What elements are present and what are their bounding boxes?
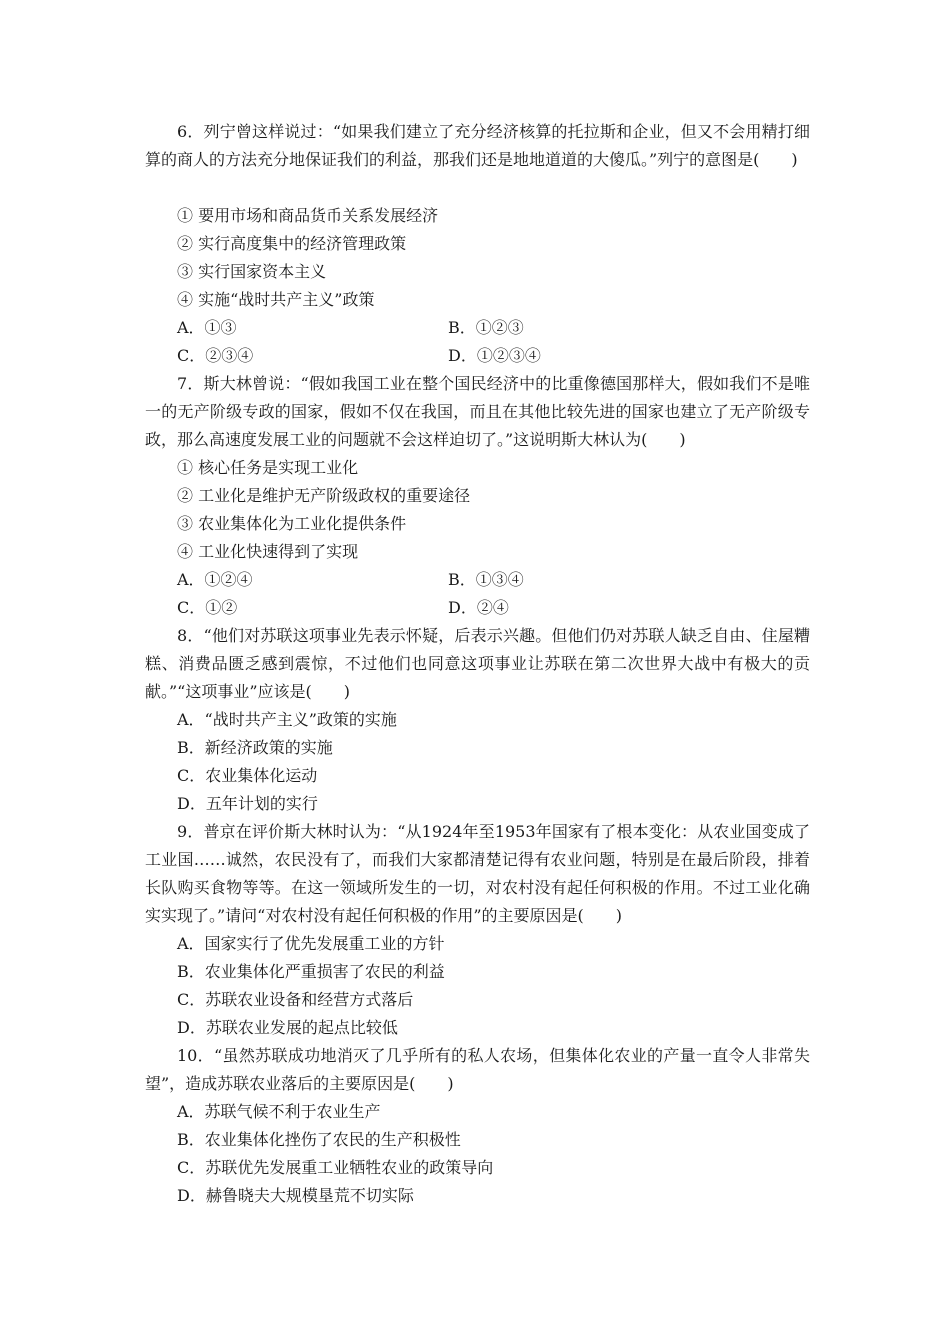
question-7-option-c: C．①② bbox=[177, 598, 238, 617]
question-7-option-b: B．①③④ bbox=[448, 570, 524, 589]
question-9-option-c: C．苏联农业设备和经营方式落后 bbox=[177, 990, 414, 1009]
question-6-option-b: B．①②③ bbox=[448, 318, 524, 337]
question-9-option-a: A．国家实行了优先发展重工业的方针 bbox=[177, 934, 445, 953]
question-6-item-1: ① 要用市场和商品货币关系发展经济 bbox=[177, 206, 439, 225]
question-6-item-4: ④ 实施“战时共产主义”政策 bbox=[177, 290, 375, 309]
question-10-option-d: D．赫鲁晓夫大规模垦荒不切实际 bbox=[177, 1186, 414, 1205]
question-7-item-4: ④ 工业化快速得到了实现 bbox=[177, 542, 359, 561]
question-9-option-d: D．苏联农业发展的起点比较低 bbox=[177, 1018, 398, 1037]
question-10-stem: 10．“虽然苏联成功地消灭了几乎所有的私人农场，但集体化农业的产量一直令人非常失望”，造成苏联农业落后的主要原因是( ) bbox=[145, 1046, 810, 1093]
question-7-option-d: D．②④ bbox=[448, 598, 509, 617]
question-8-option-b: B．新经济政策的实施 bbox=[177, 738, 333, 757]
question-7-option-a: A．①②④ bbox=[177, 570, 253, 589]
question-10-option-b: B．农业集体化挫伤了农民的生产积极性 bbox=[177, 1130, 461, 1149]
question-6-stem: 6．列宁曾这样说过：“如果我们建立了充分经济核算的托拉斯和企业，但又不会用精打细算的商人的方法充分地保证我们的利益，那我们还是地地道道的大傻瓜。”列宁的意图是( ) bbox=[145, 122, 810, 169]
question-9-stem: 9．普京在评价斯大林时认为：“从1924年至1953年国家有了根本变化：从农业国变成了工业国……诚然，农民没有了，而我们大家都清楚记得有农业问题，特别是在最后阶段，排着长队购买食物等等。在这一领域所发生的一切，对农村没有起任何积极的作用。不过工业化确实实现了。”请问“对农村没有起任何积极的作用”的主要原因是( ) bbox=[145, 822, 810, 925]
question-6-item-2: ② 实行高度集中的经济管理政策 bbox=[177, 234, 407, 253]
question-6-option-c: C．②③④ bbox=[177, 346, 254, 365]
question-8-option-a: A．“战时共产主义”政策的实施 bbox=[177, 710, 397, 729]
question-9-option-b: B．农业集体化严重损害了农民的利益 bbox=[177, 962, 445, 981]
question-6-item-3: ③ 实行国家资本主义 bbox=[177, 262, 327, 281]
question-6-option-a: A．①③ bbox=[177, 318, 237, 337]
question-10-option-c: C．苏联优先发展重工业牺牲农业的政策导向 bbox=[177, 1158, 494, 1177]
question-8-stem: 8．“他们对苏联这项事业先表示怀疑，后表示兴趣。但他们仍对苏联人缺乏自由、住屋糟糕、消费品匮乏感到震惊，不过他们也同意这项事业让苏联在第二次世界大战中有极大的贡献。”“这项事业”应该是( ) bbox=[145, 626, 810, 701]
question-6-option-d: D．①②③④ bbox=[448, 346, 541, 365]
question-7-stem: 7．斯大林曾说：“假如我国工业在整个国民经济中的比重像德国那样大，假如我们不是唯一的无产阶级专政的国家，假如不仅在我国，而且在其他比较先进的国家也建立了无产阶级专政，那么高速度发展工业的问题就不会这样迫切了。”这说明斯大林认为( ) bbox=[145, 374, 810, 449]
question-8-option-d: D．五年计划的实行 bbox=[177, 794, 318, 813]
question-7-item-3: ③ 农业集体化为工业化提供条件 bbox=[177, 514, 407, 533]
question-7-item-1: ① 核心任务是实现工业化 bbox=[177, 458, 359, 477]
question-7-item-2: ② 工业化是维护无产阶级政权的重要途径 bbox=[177, 486, 471, 505]
question-10-option-a: A．苏联气候不利于农业生产 bbox=[177, 1102, 381, 1121]
question-8-option-c: C．农业集体化运动 bbox=[177, 766, 318, 785]
